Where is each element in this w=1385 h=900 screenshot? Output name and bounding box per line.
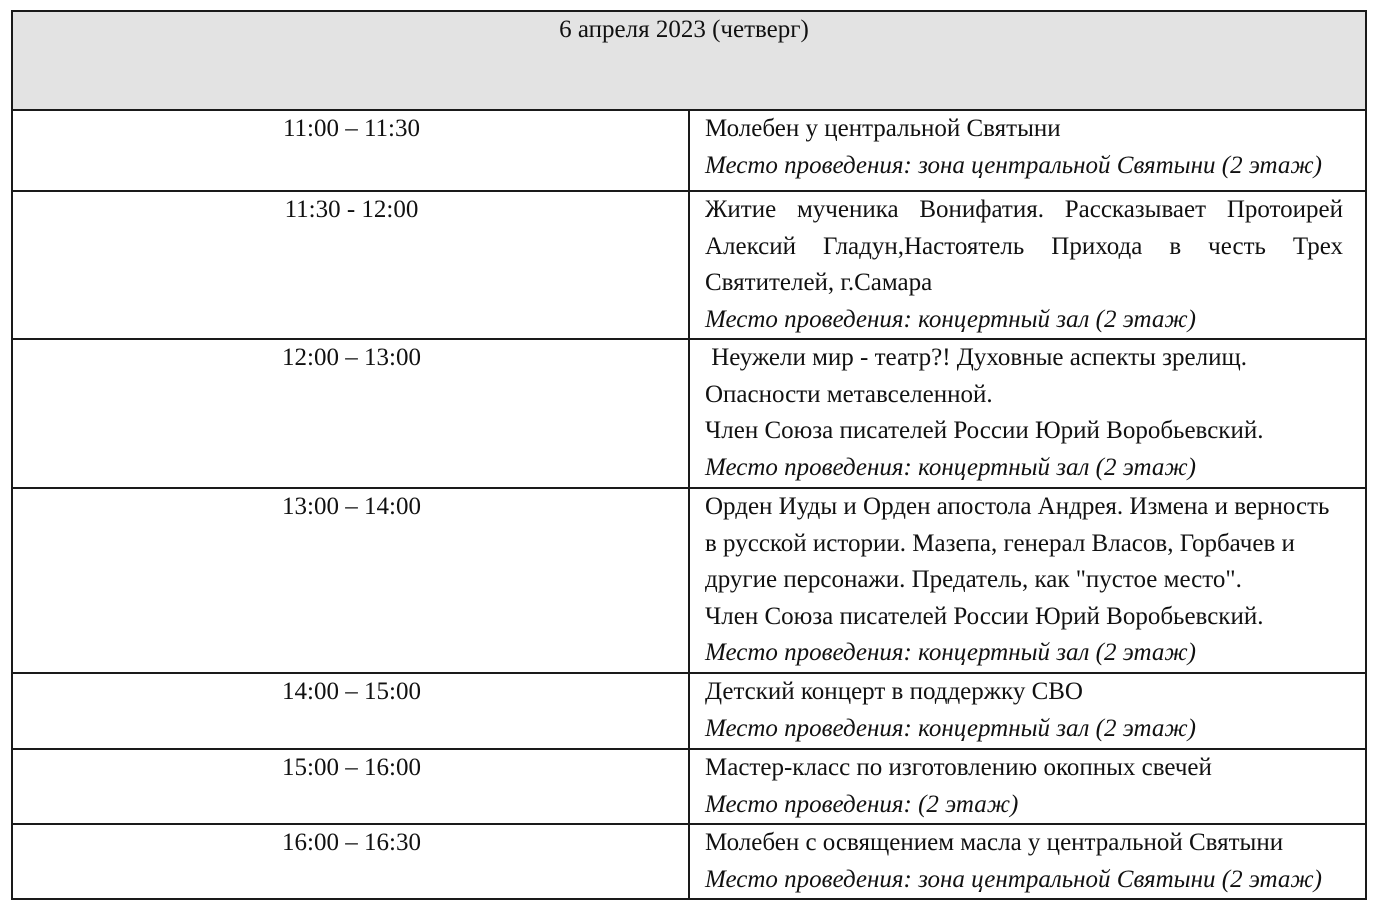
description-cell [689,488,1366,673]
event-title: Неужели мир - театр?! Духовные аспекты зрелищ. Опасности метавселенной. [705,344,1254,408]
event-title: Орден Иуды и Орден апостола Андрея. Измена и верность в русской истории. Мазепа, генерал Власов, Горбачев и другие персонажи. Предатель, как "пустое место". [705,493,1330,593]
time-cell [12,673,689,749]
table-row [12,824,1366,899]
description-cell [689,110,1366,191]
table-row [12,673,1366,749]
table-row [12,339,1366,488]
header-row [12,11,1366,110]
date-header: 6 апреля 2023 (четверг) [559,16,809,43]
event-venue: Место проведения: зона центральной Святыни (2 этаж) [705,865,1322,893]
event-time: 12:00 – 13:00 [282,344,421,371]
time-cell [12,110,689,191]
event-speaker: Член Союза писателей России Юрий Воробьевский. [705,602,1270,630]
event-time: 13:00 – 14:00 [282,493,421,520]
event-title: Молебен с освящением масла у центральной Святыни [705,829,1284,856]
event-time: 15:00 – 16:00 [282,754,421,781]
description-cell [689,339,1366,488]
event-time: 11:00 – 11:30 [282,115,421,142]
event-time: 16:00 – 16:30 [282,829,421,856]
table-row [12,749,1366,824]
time-cell [12,339,689,488]
event-title: Молебен у центральной Святыни [705,115,1061,142]
event-venue: Место проведения: (2 этаж) [705,790,1019,818]
event-venue: Место проведения: концертный зал (2 этаж) [705,453,1196,481]
table-row [12,191,1366,339]
event-venue: Место проведения: концертный зал (2 этаж) [705,639,1196,666]
event-venue: Место проведения: концертный зал (2 этаж) [705,305,1196,333]
time-cell [12,749,689,824]
date-header-cell [12,11,1366,110]
schedule-table [11,10,1367,900]
table-row [12,488,1366,673]
description-cell [689,673,1366,749]
time-cell [12,824,689,899]
time-cell [12,488,689,673]
event-speaker: Член Союза писателей России Юрий Воробьевский. [705,417,1264,444]
description-cell [689,191,1366,339]
event-venue: Место проведения: зона центральной Святыни (2 этаж) [705,151,1322,179]
event-title: Житие мученика Вонифатия. Рассказывает Протоирей Алексий Гладун,Настоятель Прихода в честь Трех Святителей, г.Самара [705,196,1343,296]
event-title: Мастер-класс по изготовлению окопных свечей [705,754,1212,781]
description-cell [689,824,1366,899]
description-cell [689,749,1366,824]
event-title: Детский концерт в поддержку СВО [705,678,1083,705]
event-venue: Место проведения: концертный зал (2 этаж) [705,714,1196,742]
event-time: 14:00 – 15:00 [282,678,421,705]
table-row [12,110,1366,191]
time-cell [12,191,689,339]
event-time: 11:30 - 12:00 [284,196,419,223]
